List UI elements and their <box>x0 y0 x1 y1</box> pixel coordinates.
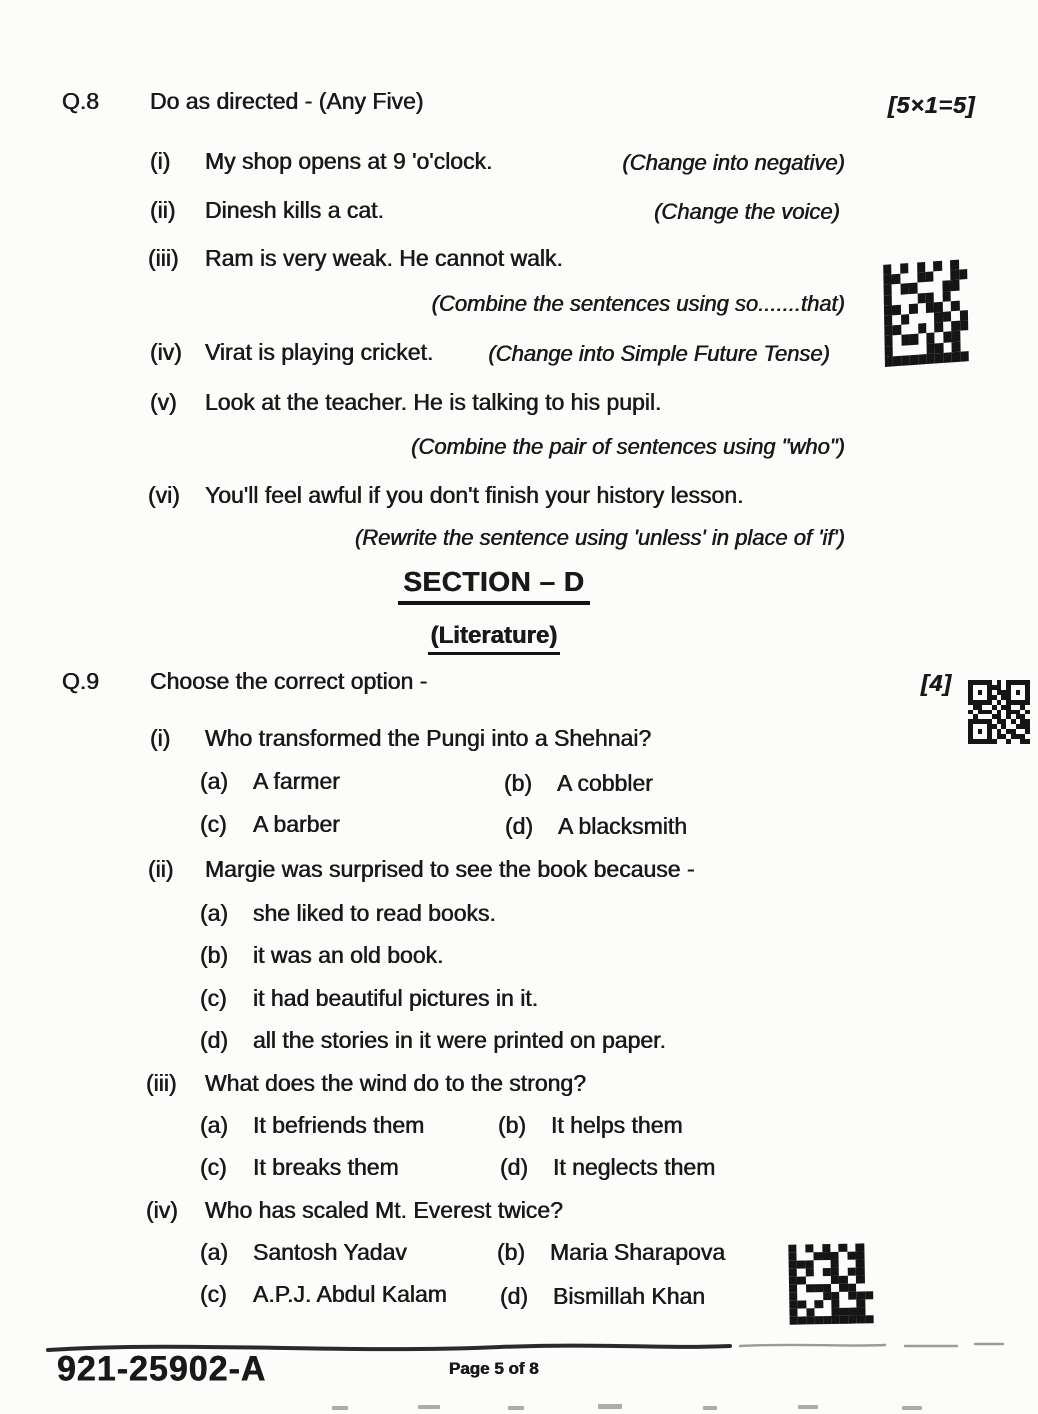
q9-item-text: Who transformed the Pungi into a Shehnai? <box>205 725 652 751</box>
q8-item-num: (iii) <box>148 245 179 271</box>
paper-code: 921-25902-A <box>57 1349 267 1389</box>
data-matrix-icon <box>883 259 969 367</box>
option-label: (a) <box>200 1239 229 1265</box>
option-label: (b) <box>504 770 533 796</box>
option-label: (d) <box>505 813 534 839</box>
q9-title: Choose the correct option - <box>150 668 428 694</box>
q9-number: Q.9 <box>62 668 100 694</box>
q8-title: Do as directed - (Any Five) <box>150 88 424 114</box>
q9-item-num: (iii) <box>146 1070 177 1096</box>
option-label: (a) <box>200 1112 229 1138</box>
scan-artifact <box>902 1406 922 1410</box>
option-text: Santosh Yadav <box>253 1239 407 1265</box>
option-label: (b) <box>498 1112 527 1138</box>
option-text: it had beautiful pictures in it. <box>253 985 539 1011</box>
option-text: A farmer <box>253 768 340 794</box>
q8-number: Q.8 <box>62 88 100 114</box>
option-label: (c) <box>200 1154 227 1180</box>
q8-item-text: My shop opens at 9 'o'clock. <box>205 148 493 174</box>
q8-item-num: (v) <box>150 389 177 415</box>
option-text: Bismillah Khan <box>553 1283 706 1309</box>
qr-code-icon <box>968 680 1030 744</box>
q8-item-text: Dinesh kills a cat. <box>205 197 384 223</box>
option-label: (c) <box>200 811 227 837</box>
data-matrix-icon <box>788 1243 873 1324</box>
scan-artifact <box>418 1405 440 1409</box>
q9-item-text: Margie was surprised to see the book because - <box>205 856 695 882</box>
option-label: (d) <box>200 1027 229 1053</box>
option-text: A barber <box>253 811 340 837</box>
q8-marks: [5×1=5] <box>888 92 976 118</box>
q8-item-text: Virat is playing cricket. <box>205 339 434 365</box>
option-text: she liked to read books. <box>253 900 496 926</box>
scan-artifact <box>508 1406 524 1410</box>
option-label: (d) <box>500 1154 529 1180</box>
section-subtitle: (Literature) <box>428 622 561 655</box>
option-text: A cobbler <box>557 770 653 796</box>
q8-item-instruction: (Rewrite the sentence using 'unless' in place of 'if') <box>354 525 845 550</box>
q8-item-instruction: (Combine the sentences using so.......that) <box>431 291 845 316</box>
scan-artifact <box>332 1406 348 1410</box>
section-heading <box>0 568 988 596</box>
q8-item-text: Look at the teacher. He is talking to his pupil. <box>205 389 662 415</box>
option-text: It neglects them <box>553 1154 716 1180</box>
scan-artifact <box>798 1405 818 1409</box>
option-text: A.P.J. Abdul Kalam <box>253 1281 447 1307</box>
option-text: It helps them <box>551 1112 683 1138</box>
option-label: (d) <box>500 1283 529 1309</box>
scan-artifact <box>703 1406 717 1410</box>
option-label: (a) <box>200 768 229 794</box>
q8-item-instruction: (Change into negative) <box>622 150 845 175</box>
q8-item-instruction: (Change the voice) <box>654 199 840 224</box>
section-title: SECTION – D <box>398 566 589 605</box>
option-text: It befriends them <box>253 1112 425 1138</box>
q9-item-text: Who has scaled Mt. Everest twice? <box>205 1197 563 1223</box>
q8-item-num: (iv) <box>150 339 182 365</box>
option-label: (a) <box>200 900 229 926</box>
option-label: (b) <box>200 942 229 968</box>
option-label: (b) <box>497 1239 526 1265</box>
option-text: all the stories in it were printed on paper. <box>253 1027 666 1053</box>
option-label: (c) <box>200 985 227 1011</box>
q8-item-text: You'll feel awful if you don't finish your history lesson. <box>205 482 744 508</box>
option-text: It breaks them <box>253 1154 399 1180</box>
q9-item-num: (iv) <box>146 1197 178 1223</box>
q9-item-text: What does the wind do to the strong? <box>205 1070 587 1096</box>
q9-item-num: (i) <box>150 725 171 751</box>
q8-item-num: (vi) <box>148 482 180 508</box>
option-text: it was an old book. <box>253 942 444 968</box>
q9-marks: [4] <box>921 670 953 696</box>
q8-item-num: (ii) <box>150 197 176 223</box>
q8-item-num: (i) <box>150 148 171 174</box>
option-text: Maria Sharapova <box>550 1239 726 1265</box>
scan-artifact <box>598 1404 622 1409</box>
section-subheading <box>0 624 988 648</box>
option-text: A blacksmith <box>558 813 688 839</box>
q8-item-instruction: (Combine the pair of sentences using "who") <box>411 434 845 459</box>
q8-item-instruction: (Change into Simple Future Tense) <box>488 341 830 366</box>
page-number: Page 5 of 8 <box>449 1359 539 1378</box>
option-label: (c) <box>200 1281 227 1307</box>
q9-item-num: (ii) <box>148 856 174 882</box>
q8-item-text: Ram is very weak. He cannot walk. <box>205 245 563 271</box>
